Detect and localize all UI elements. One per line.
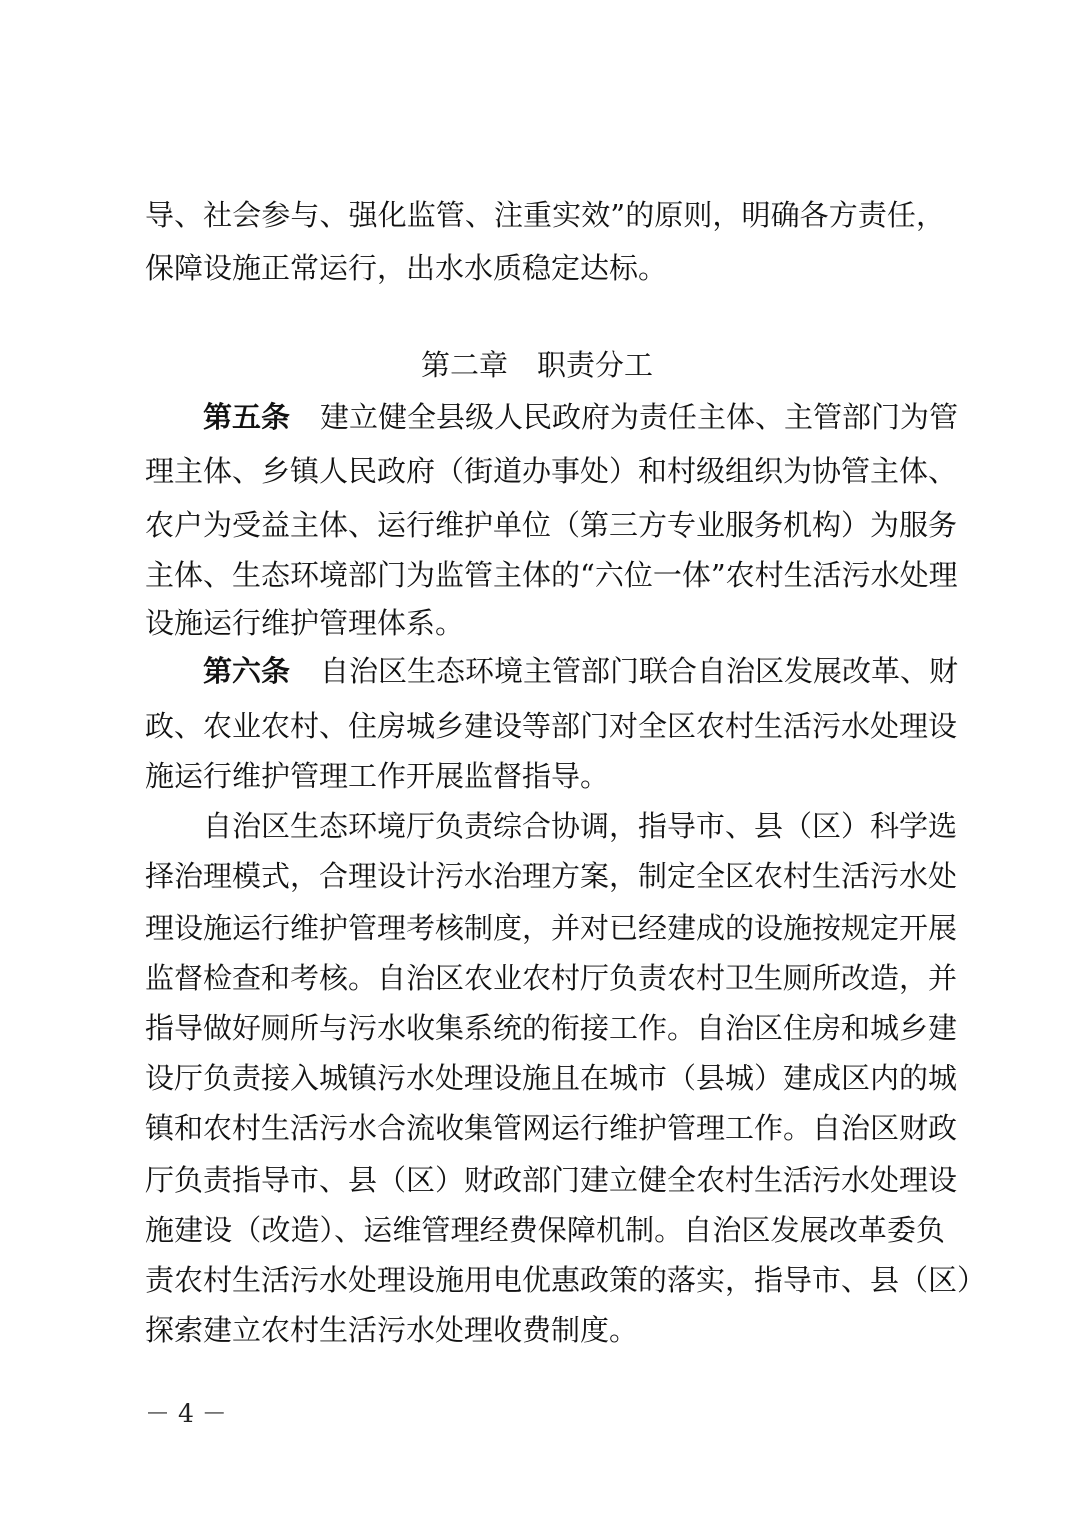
article-6-label: 第六条 [203,654,291,688]
article-5-label: 第五条 [203,400,291,434]
paragraph-line-11: 探索建立农村生活污水处理收费制度。 [145,1313,639,1347]
paragraph-line-8: 厅负责指导市、县（区）财政部门建立健全农村生活污水处理设 [145,1163,958,1197]
paragraph-line-7: 镇和农村生活污水合流收集管网运行维护管理工作。自治区财政 [145,1111,958,1145]
paragraph-line-6: 设厅负责接入城镇污水处理设施且在城市（县城）建成区内的城 [145,1061,958,1095]
article-5-line-5: 设施运行维护管理体系。 [145,606,465,640]
article-6-text-1: 自治区生态环境主管部门联合自治区发展改革、财 [320,654,959,688]
paragraph-line-10: 责农村生活污水处理设施用电优惠政策的落实，指导市、县（区） [145,1263,987,1297]
article-5-line-3: 农户为受益主体、运行维护单位（第三方专业服务机构）为服务 [145,508,958,542]
paragraph-line-5: 指导做好厕所与污水收集系统的衔接工作。自治区住房和城乡建 [145,1011,958,1045]
paragraph-line-9: 施建设（改造）、运维管理经费保障机制。自治区发展改革委负 [145,1213,945,1247]
paragraph-line-3: 理设施运行维护管理考核制度，并对已经建成的设施按规定开展 [145,911,958,945]
article-5-line-1 [203,397,959,437]
page-number: － 4 － [145,1399,227,1428]
paragraph-line-4: 监督检查和考核。自治区农业农村厅负责农村卫生厕所改造，并 [145,961,958,995]
intro-line-1: 导、社会参与、强化监管、注重实效”的原则，明确各方责任， [145,198,945,232]
paragraph-line-2: 择治理模式，合理设计污水治理方案，制定全区农村生活污水处 [145,859,958,893]
article-5-text-1: 建立健全县级人民政府为责任主体、主管部门为管 [320,400,959,434]
article-6-line-3: 施运行维护管理工作开展监督指导。 [145,759,610,793]
article-5-line-2: 理主体、乡镇人民政府（街道办事处）和村级组织为协管主体、 [145,454,958,488]
article-5-line-4: 主体、生态环境部门为监管主体的“六位一体”农村生活污水处理 [145,558,958,592]
article-6-line-1 [203,651,959,691]
article-6-line-2: 政、农业农村、住房城乡建设等部门对全区农村生活污水处理设 [145,709,958,743]
intro-line-2: 保障设施正常运行，出水水质稳定达标。 [145,251,668,285]
chapter-title: 第二章 职责分工 [420,348,653,382]
paragraph-line-1: 自治区生态环境厅负责综合协调，指导市、县（区）科学选 [203,809,958,843]
